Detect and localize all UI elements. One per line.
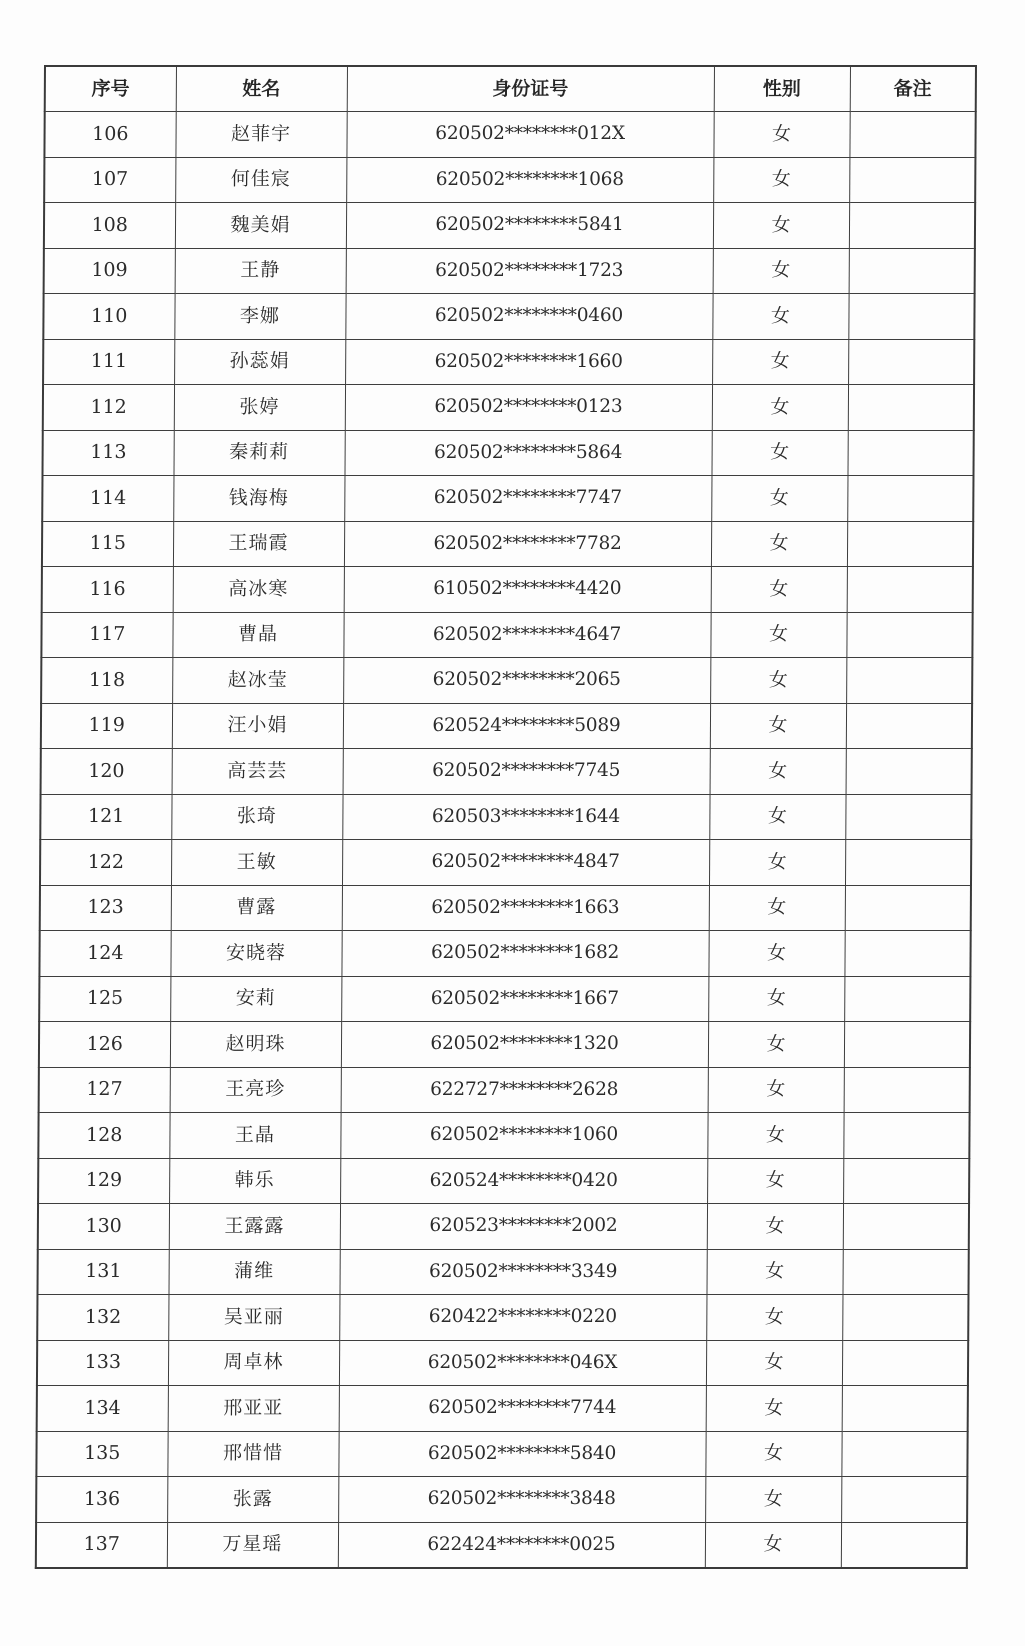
table-body bbox=[36, 112, 976, 1569]
cell-gender: 女 bbox=[712, 294, 848, 340]
cell-id-number: 620524********0420 bbox=[340, 1158, 707, 1204]
cell-seq: 116 bbox=[42, 567, 173, 613]
cell-name: 邢惜惜 bbox=[167, 1431, 338, 1477]
cell-gender: 女 bbox=[713, 157, 849, 203]
table-row bbox=[40, 840, 971, 886]
cell-gender: 女 bbox=[710, 658, 846, 704]
table-row bbox=[36, 1477, 967, 1523]
cell-gender: 女 bbox=[706, 1295, 842, 1341]
cell-seq: 111 bbox=[43, 339, 174, 385]
table-row bbox=[39, 1067, 970, 1113]
cell-id-number: 620502********7782 bbox=[344, 521, 711, 567]
cell-gender: 女 bbox=[707, 1158, 843, 1204]
cell-gender: 女 bbox=[707, 1204, 843, 1250]
table-row bbox=[44, 203, 975, 249]
cell-gender: 女 bbox=[709, 840, 845, 886]
cell-gender: 女 bbox=[705, 1431, 841, 1477]
cell-name: 钱海梅 bbox=[173, 476, 344, 522]
cell-id-number: 620502********5864 bbox=[344, 430, 711, 476]
cell-note bbox=[842, 1340, 968, 1386]
cell-note bbox=[843, 1204, 969, 1250]
cell-gender: 女 bbox=[711, 521, 847, 567]
cell-name: 高芸芸 bbox=[172, 749, 343, 795]
table-row bbox=[38, 1204, 969, 1250]
cell-note bbox=[846, 658, 972, 704]
cell-seq: 126 bbox=[39, 1022, 170, 1068]
header-row bbox=[45, 66, 976, 112]
table-row bbox=[39, 1022, 970, 1068]
table-row bbox=[44, 248, 975, 294]
cell-name: 赵冰莹 bbox=[172, 658, 343, 704]
cell-seq: 136 bbox=[36, 1477, 167, 1523]
cell-name: 张露 bbox=[167, 1477, 338, 1523]
cell-id-number: 620524********5089 bbox=[343, 703, 710, 749]
cell-id-number: 610502********4420 bbox=[344, 567, 711, 613]
header-seq: 序号 bbox=[45, 66, 176, 112]
cell-name: 王亮珍 bbox=[170, 1067, 341, 1113]
cell-note bbox=[849, 248, 975, 294]
cell-gender: 女 bbox=[711, 476, 847, 522]
table-row bbox=[36, 1522, 967, 1568]
cell-id-number: 620502********7744 bbox=[339, 1386, 706, 1432]
cell-name: 万星瑶 bbox=[167, 1522, 338, 1568]
cell-id-number: 620502********0460 bbox=[345, 294, 712, 340]
table-row bbox=[40, 885, 971, 931]
table-header bbox=[45, 66, 976, 112]
cell-id-number: 620503********1644 bbox=[342, 794, 709, 840]
table-row bbox=[42, 476, 973, 522]
cell-name: 孙蕊娟 bbox=[174, 339, 345, 385]
cell-seq: 128 bbox=[38, 1113, 169, 1159]
cell-id-number: 620502********2065 bbox=[343, 658, 710, 704]
cell-id-number: 620502********3848 bbox=[338, 1477, 705, 1523]
cell-seq: 120 bbox=[41, 749, 172, 795]
cell-id-number: 620502********7745 bbox=[343, 749, 710, 795]
cell-gender: 女 bbox=[708, 976, 844, 1022]
cell-seq: 135 bbox=[36, 1431, 167, 1477]
cell-note bbox=[847, 476, 973, 522]
cell-name: 赵菲宇 bbox=[175, 112, 346, 158]
cell-seq: 121 bbox=[40, 794, 171, 840]
cell-id-number: 620502********1320 bbox=[341, 1022, 708, 1068]
cell-seq: 137 bbox=[36, 1522, 167, 1568]
table-row bbox=[43, 385, 974, 431]
cell-note bbox=[845, 794, 971, 840]
header-gender: 性别 bbox=[714, 66, 850, 112]
cell-name: 邢亚亚 bbox=[168, 1386, 339, 1432]
cell-id-number: 620502********4647 bbox=[343, 612, 710, 658]
table-row bbox=[41, 703, 972, 749]
cell-note bbox=[848, 385, 974, 431]
cell-note bbox=[842, 1295, 968, 1341]
cell-id-number: 620502********5840 bbox=[338, 1431, 705, 1477]
cell-seq: 125 bbox=[39, 976, 170, 1022]
cell-seq: 134 bbox=[37, 1386, 168, 1432]
cell-seq: 113 bbox=[42, 430, 173, 476]
cell-id-number: 620502********3349 bbox=[339, 1249, 706, 1295]
cell-gender: 女 bbox=[706, 1386, 842, 1432]
cell-seq: 108 bbox=[44, 203, 175, 249]
cell-name: 张琦 bbox=[171, 794, 342, 840]
cell-note bbox=[844, 976, 970, 1022]
cell-seq: 132 bbox=[37, 1295, 168, 1341]
cell-note bbox=[841, 1431, 967, 1477]
cell-seq: 115 bbox=[42, 521, 173, 567]
cell-id-number: 620422********0220 bbox=[339, 1295, 706, 1341]
cell-note bbox=[846, 612, 972, 658]
table-row bbox=[44, 157, 975, 203]
table-row bbox=[43, 294, 974, 340]
cell-name: 王敏 bbox=[171, 840, 342, 886]
cell-seq: 131 bbox=[37, 1249, 168, 1295]
cell-note bbox=[848, 339, 974, 385]
cell-gender: 女 bbox=[712, 339, 848, 385]
table-row bbox=[37, 1249, 968, 1295]
cell-name: 高冰寒 bbox=[173, 567, 344, 613]
cell-name: 李娜 bbox=[174, 294, 345, 340]
cell-id-number: 622727********2628 bbox=[341, 1067, 708, 1113]
cell-name: 安莉 bbox=[170, 976, 341, 1022]
table-row bbox=[38, 1113, 969, 1159]
cell-name: 安晓蓉 bbox=[170, 931, 341, 977]
cell-seq: 129 bbox=[38, 1158, 169, 1204]
cell-note bbox=[849, 203, 975, 249]
cell-gender: 女 bbox=[708, 1022, 844, 1068]
cell-note bbox=[844, 931, 970, 977]
cell-gender: 女 bbox=[709, 885, 845, 931]
table-row bbox=[40, 794, 971, 840]
cell-note bbox=[847, 567, 973, 613]
table-row bbox=[44, 112, 975, 158]
header-id-number: 身份证号 bbox=[347, 66, 714, 112]
cell-name: 秦莉莉 bbox=[173, 430, 344, 476]
roster-table bbox=[35, 65, 977, 1569]
cell-id-number: 620502********7747 bbox=[344, 476, 711, 522]
cell-name: 周卓林 bbox=[168, 1340, 339, 1386]
cell-seq: 117 bbox=[41, 612, 172, 658]
cell-name: 吴亚丽 bbox=[168, 1295, 339, 1341]
cell-id-number: 620502********1060 bbox=[340, 1113, 707, 1159]
cell-note bbox=[846, 749, 972, 795]
cell-note bbox=[841, 1522, 967, 1568]
table-row bbox=[41, 612, 972, 658]
cell-note bbox=[842, 1386, 968, 1432]
cell-name: 蒲维 bbox=[168, 1249, 339, 1295]
table-row bbox=[38, 1158, 969, 1204]
cell-id-number: 620502********1068 bbox=[346, 157, 713, 203]
cell-id-number: 620502********012X bbox=[346, 112, 713, 158]
cell-gender: 女 bbox=[708, 931, 844, 977]
cell-note bbox=[846, 703, 972, 749]
cell-gender: 女 bbox=[710, 703, 846, 749]
cell-seq: 127 bbox=[39, 1067, 170, 1113]
table-row bbox=[39, 976, 970, 1022]
cell-gender: 女 bbox=[707, 1113, 843, 1159]
table-row bbox=[42, 430, 973, 476]
cell-id-number: 620502********5841 bbox=[346, 203, 713, 249]
cell-gender: 女 bbox=[713, 248, 849, 294]
cell-gender: 女 bbox=[708, 1067, 844, 1113]
table-row bbox=[41, 658, 972, 704]
cell-seq: 119 bbox=[41, 703, 172, 749]
cell-note bbox=[849, 112, 975, 158]
cell-gender: 女 bbox=[713, 112, 849, 158]
cell-id-number: 620502********0123 bbox=[345, 385, 712, 431]
table-row bbox=[37, 1340, 968, 1386]
table-row bbox=[37, 1295, 968, 1341]
cell-gender: 女 bbox=[713, 203, 849, 249]
cell-gender: 女 bbox=[709, 794, 845, 840]
cell-seq: 124 bbox=[39, 931, 170, 977]
cell-id-number: 620502********1660 bbox=[345, 339, 712, 385]
cell-note bbox=[843, 1158, 969, 1204]
cell-note bbox=[847, 521, 973, 567]
cell-gender: 女 bbox=[711, 567, 847, 613]
cell-name: 赵明珠 bbox=[170, 1022, 341, 1068]
cell-note bbox=[845, 840, 971, 886]
cell-note bbox=[844, 1067, 970, 1113]
cell-name: 曹露 bbox=[171, 885, 342, 931]
cell-note bbox=[849, 157, 975, 203]
cell-seq: 123 bbox=[40, 885, 171, 931]
cell-gender: 女 bbox=[706, 1340, 842, 1386]
cell-seq: 112 bbox=[43, 385, 174, 431]
cell-gender: 女 bbox=[706, 1249, 842, 1295]
cell-seq: 110 bbox=[43, 294, 174, 340]
cell-name: 曹晶 bbox=[172, 612, 343, 658]
cell-seq: 133 bbox=[37, 1340, 168, 1386]
table-row bbox=[37, 1386, 968, 1432]
cell-note bbox=[847, 430, 973, 476]
cell-id-number: 620502********1667 bbox=[341, 976, 708, 1022]
cell-id-number: 620502********046X bbox=[339, 1340, 706, 1386]
cell-gender: 女 bbox=[710, 612, 846, 658]
cell-note bbox=[845, 885, 971, 931]
cell-gender: 女 bbox=[705, 1522, 841, 1568]
cell-gender: 女 bbox=[710, 749, 846, 795]
cell-name: 王晶 bbox=[169, 1113, 340, 1159]
cell-gender: 女 bbox=[705, 1477, 841, 1523]
cell-name: 魏美娟 bbox=[175, 203, 346, 249]
cell-gender: 女 bbox=[712, 385, 848, 431]
cell-seq: 122 bbox=[40, 840, 171, 886]
header-note: 备注 bbox=[850, 66, 976, 112]
cell-id-number: 620502********1723 bbox=[346, 248, 713, 294]
cell-id-number: 620502********1682 bbox=[341, 931, 708, 977]
cell-name: 王瑞霞 bbox=[173, 521, 344, 567]
cell-gender: 女 bbox=[711, 430, 847, 476]
cell-note bbox=[841, 1477, 967, 1523]
cell-name: 韩乐 bbox=[169, 1158, 340, 1204]
table-row bbox=[41, 749, 972, 795]
cell-name: 何佳宸 bbox=[175, 157, 346, 203]
cell-id-number: 620523********2002 bbox=[340, 1204, 707, 1250]
cell-note bbox=[848, 294, 974, 340]
cell-seq: 118 bbox=[41, 658, 172, 704]
cell-name: 王露露 bbox=[169, 1204, 340, 1250]
table-row bbox=[39, 931, 970, 977]
cell-id-number: 620502********1663 bbox=[342, 885, 709, 931]
cell-seq: 109 bbox=[44, 248, 175, 294]
cell-seq: 114 bbox=[42, 476, 173, 522]
table-row bbox=[42, 521, 973, 567]
cell-note bbox=[843, 1113, 969, 1159]
cell-note bbox=[842, 1249, 968, 1295]
header-name: 姓名 bbox=[176, 66, 347, 112]
cell-note bbox=[844, 1022, 970, 1068]
cell-id-number: 620502********4847 bbox=[342, 840, 709, 886]
cell-seq: 106 bbox=[44, 112, 175, 158]
cell-seq: 107 bbox=[44, 157, 175, 203]
cell-seq: 130 bbox=[38, 1204, 169, 1250]
cell-name: 王静 bbox=[175, 248, 346, 294]
cell-id-number: 622424********0025 bbox=[338, 1522, 705, 1568]
cell-name: 张婷 bbox=[174, 385, 345, 431]
cell-name: 汪小娟 bbox=[172, 703, 343, 749]
table-row bbox=[43, 339, 974, 385]
table-row bbox=[42, 567, 973, 613]
table-row bbox=[36, 1431, 967, 1477]
